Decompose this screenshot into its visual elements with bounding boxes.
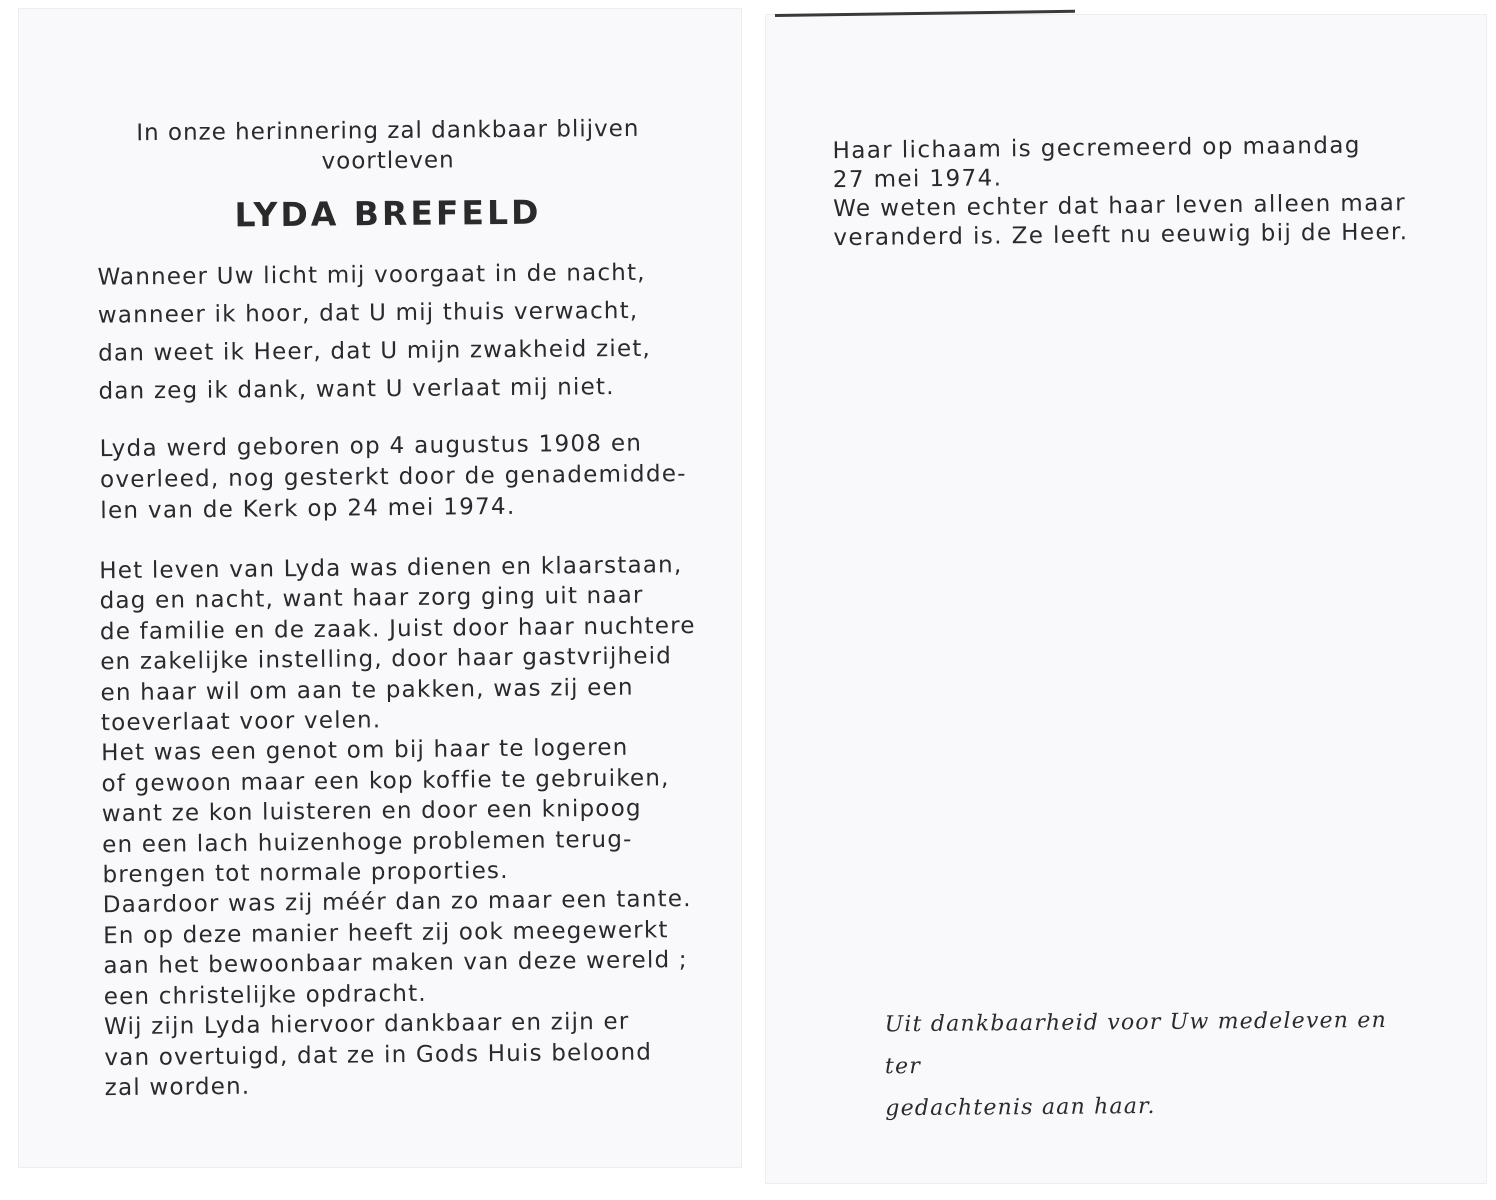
intro-line-1: In onze herinnering zal dankbaar blijven [136, 115, 640, 147]
poem [97, 253, 698, 410]
cremation-line: Haar lichaam is gecremeerd op maandag [832, 132, 1361, 165]
cremation-line: 27 mei 1974. [832, 165, 1003, 194]
intro-line-2: voortleven [321, 147, 455, 175]
life-line: of gewoon maar een kop koffie te gebruiken, [101, 765, 670, 798]
life-line: en zakelijke instelling, door haar gastvrijheid [100, 643, 673, 676]
thanks-line: gedachtenis aan haar. [885, 1093, 1156, 1122]
life-line: En op deze manier heeft zij ook meegewerkt [102, 917, 669, 950]
life-line: van overtuigd, dat ze in Gods Huis beloond [104, 1038, 653, 1071]
birth-line: overleed, nog gesterkt door de genademidde- [99, 460, 687, 494]
thanks-line: Uit dankbaarheid voor Uw medeleven en ter [884, 1007, 1388, 1080]
life-line: en een lach huizenhoge problemen terug- [102, 826, 633, 858]
cremation-line: We weten echter dat haar leven alleen maar [833, 190, 1407, 223]
life-line: en haar wil om aan te pakken, was zij een [100, 674, 634, 706]
birth-paragraph [100, 428, 701, 527]
birth-line: Lyda werd geboren op 4 augustus 1908 en [99, 430, 643, 463]
life-line: Wij zijn Lyda hiervoor dankbaar en zijn er [103, 1008, 630, 1041]
life-line: zal worden. [104, 1073, 251, 1102]
deceased-name: LYDA BREFELD [234, 192, 542, 235]
right-page [765, 14, 1487, 1184]
life-line: een christelijke opdracht. [103, 980, 428, 1010]
cremation-line: veranderd is. Ze leeft nu eeuwig bij de Heer. [833, 219, 1409, 252]
poem-line: Wanneer Uw licht mij voorgaat in de nacht, [97, 259, 646, 291]
life-line: want ze kon luisteren en door een knipoog [101, 795, 642, 828]
life-paragraph [99, 550, 715, 1104]
life-line: aan het bewoonbaar maken van deze wereld ; [103, 947, 688, 980]
life-line: Daardoor was zij méér dan zo maar een tante. [102, 886, 692, 919]
birth-line: len van de Kerk op 24 mei 1974. [100, 493, 516, 525]
life-line: brengen tot normale proporties. [102, 858, 509, 889]
life-line: toeverlaat voor velen. [100, 707, 382, 737]
cremation-paragraph [832, 131, 1433, 253]
poem-line: dan zeg ik dank, want U verlaat mij niet. [98, 374, 615, 405]
thanks-paragraph [884, 1000, 1415, 1131]
left-page [18, 8, 742, 1168]
intro-text [98, 113, 679, 178]
poem-line: dan weet ik Heer, dat U mijn zwakheid ziet, [98, 335, 652, 367]
life-line: Het leven van Lyda was dienen en klaarstaan, [99, 552, 683, 585]
life-line: Het was een genot om bij haar te logeren [101, 735, 629, 767]
life-line: de familie en de zaak. Juist door haar nuchtere [99, 612, 696, 646]
poem-line: wanneer ik hoor, dat U mij thuis verwacht, [97, 297, 639, 329]
page-edge-shadow [775, 10, 1075, 17]
life-line: dag en nacht, want haar zorg ging uit naar [99, 582, 644, 615]
